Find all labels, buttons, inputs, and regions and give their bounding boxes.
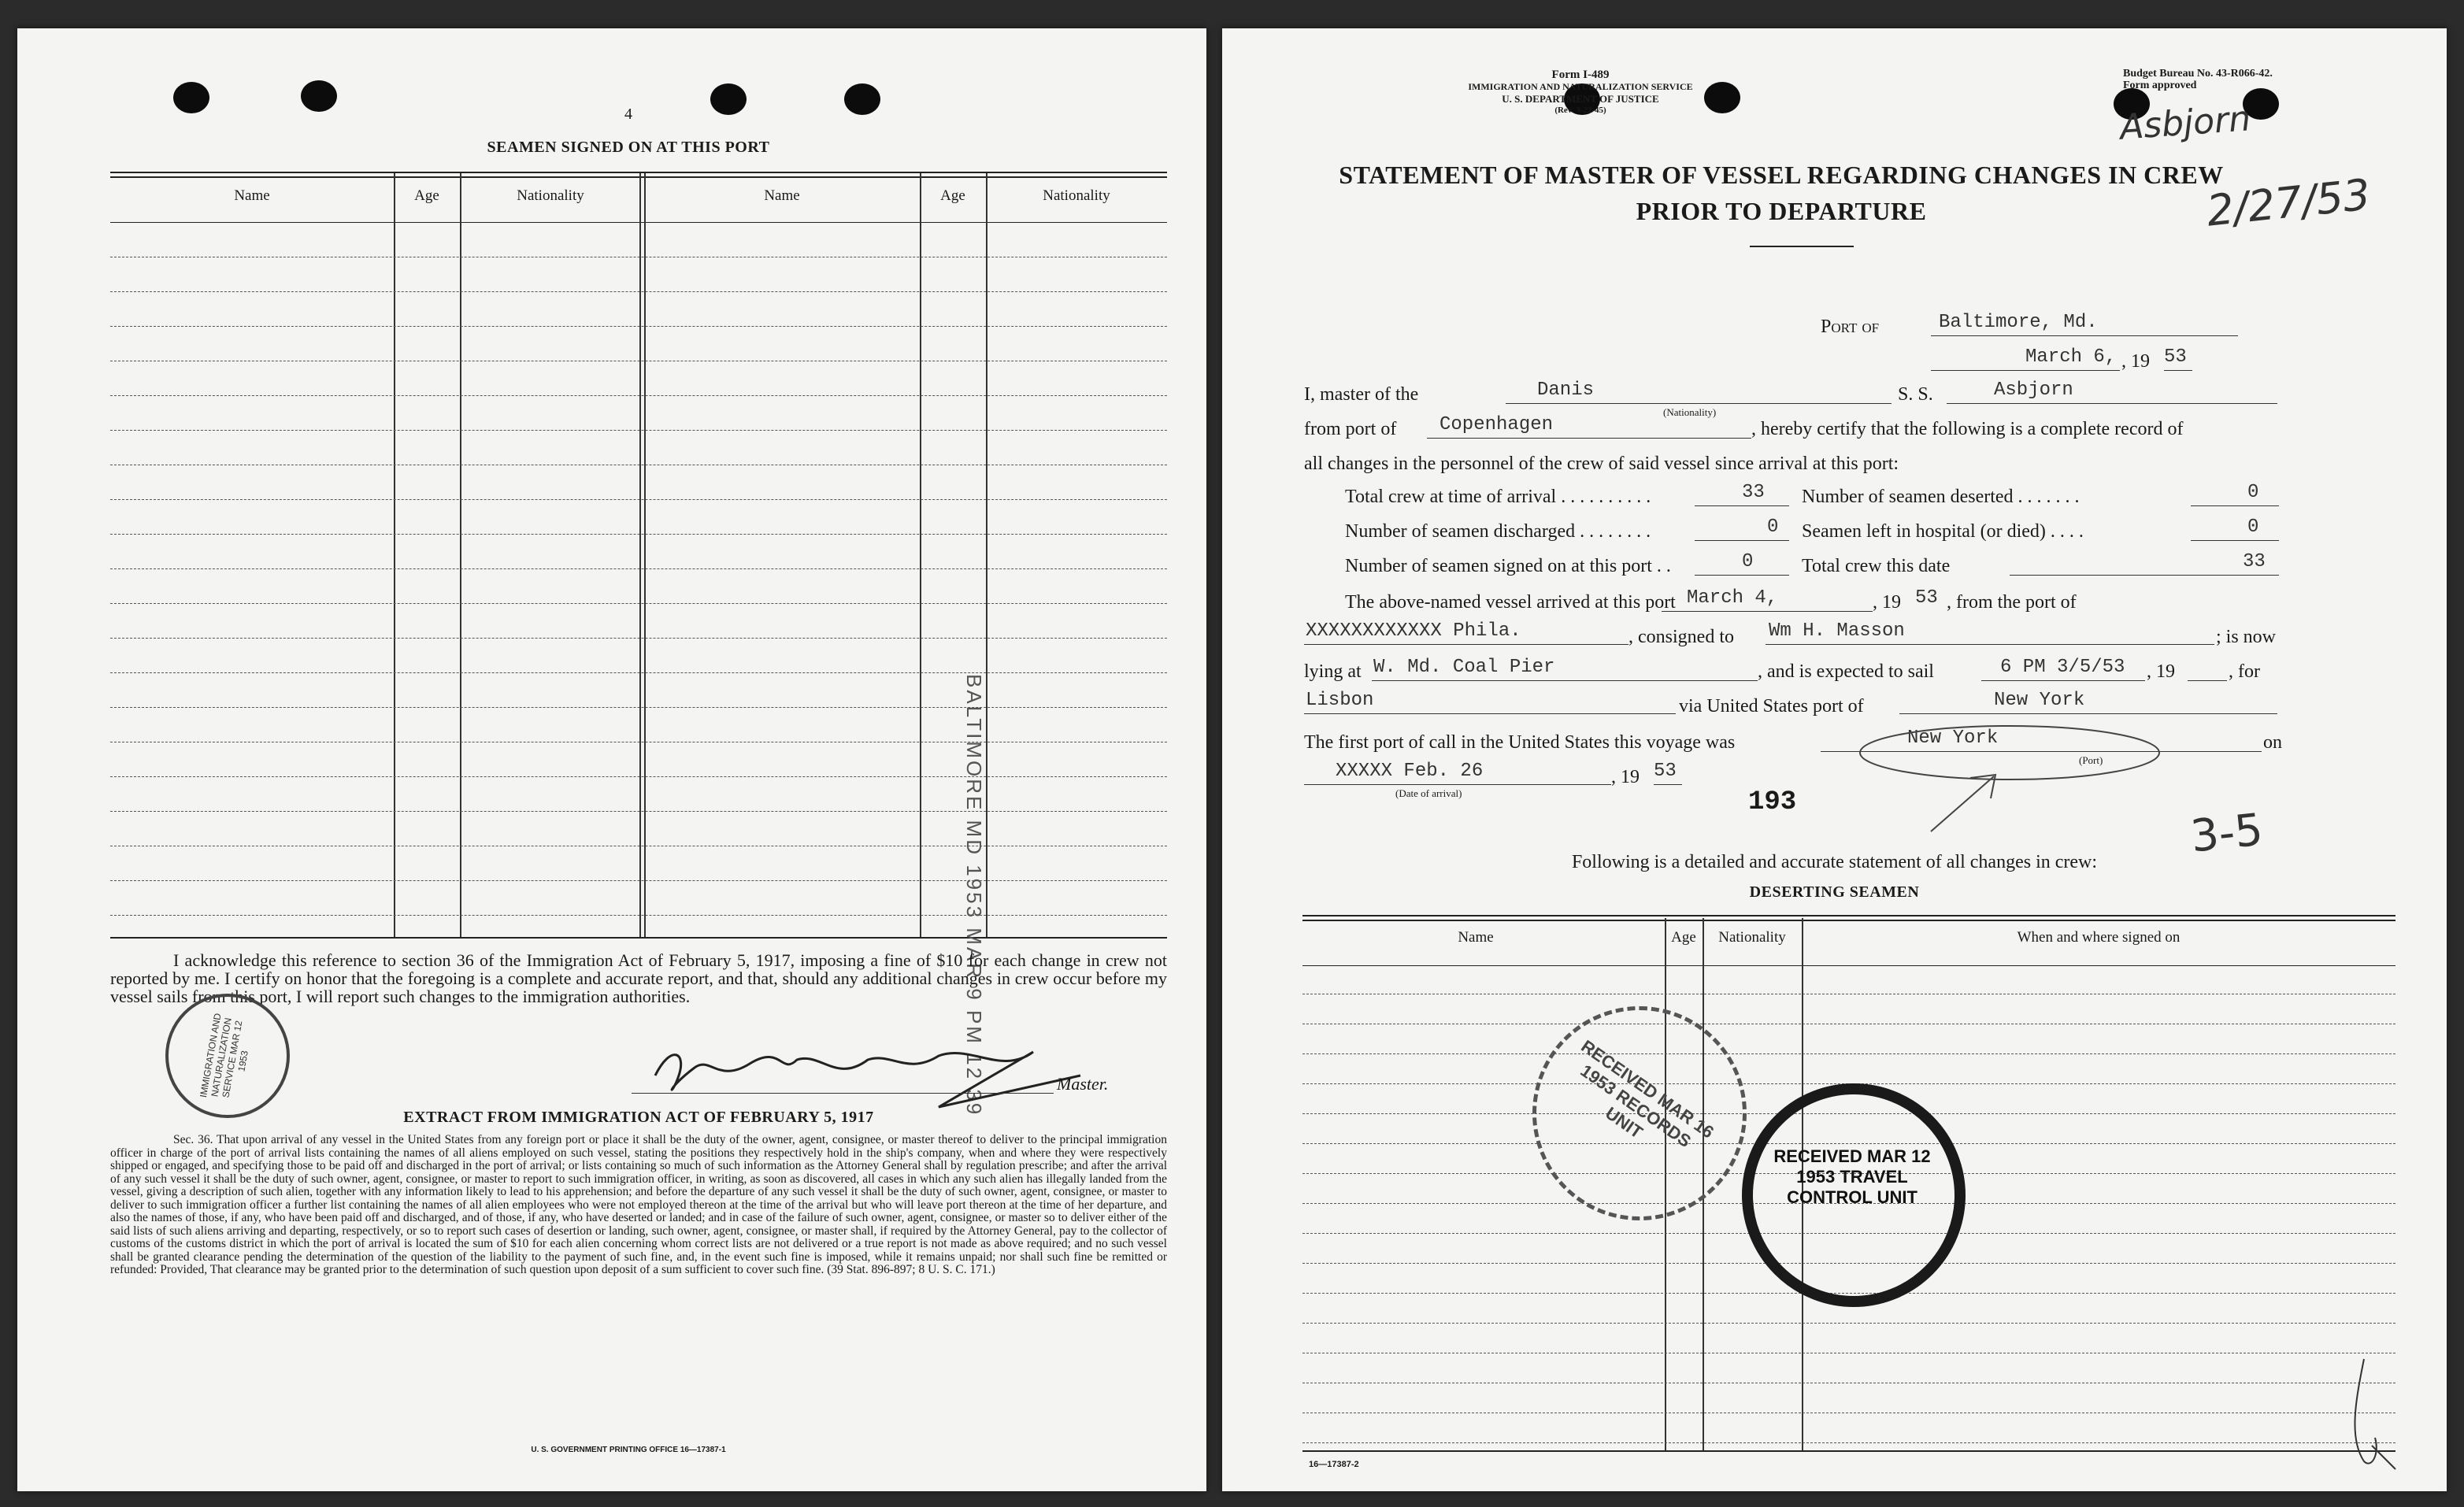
total-crew-arrival-value: 33 [1742,482,1765,503]
section-title: SEAMEN SIGNED ON AT THIS PORT [487,139,770,156]
title-underline [1750,246,1854,247]
first-date-value: XXXXX Feb. 26 [1336,761,1484,782]
from-port-label: from port of [1304,419,1397,439]
table-rule [1302,920,2395,921]
lying-at-label: lying at [1304,661,1362,682]
total-crew-date-label: Total crew this date [1802,556,1951,576]
year-prefix: , 19 [2121,351,2150,372]
port-of-value: Baltimore, Md. [1939,312,2098,333]
discharged-value: 0 [1767,517,1779,538]
agency-line-1: IMMIGRATION AND NATURALIZATION SERVICE [1468,81,1693,92]
table-bottom-rule [110,937,1167,939]
form-title-line-2: PRIOR TO DEPARTURE [1636,197,1927,225]
table-row [110,603,1167,604]
immigration-stamp-text: IMMIGRATION AND NATURALIZATION SERVICE MAR 12 1953 [198,1012,250,1099]
expected-label: , and is expected to sail [1758,661,1934,682]
first-port-label: The first port of call in the United States this voyage was [1304,732,1736,753]
budget-bureau: Budget Bureau No. 43-R066-42. [2123,68,2273,80]
sail-year-prefix: , 19 [2147,661,2175,682]
footer-code: 16—17387-2 [1309,1460,1359,1469]
table-row [1302,1053,2395,1054]
table-row [110,672,1167,673]
table-row [110,880,1167,881]
from-the-port-label: , from the port of [1947,592,2077,613]
col-header-name: Name [764,187,800,204]
arrived-value: March 4, [1687,587,1778,609]
right-page [1222,28,2447,1491]
previous-port-value: XXXXXXXXXXXX Phila. [1306,620,1521,642]
deserting-title: DESERTING SEAMEN [1749,883,1920,901]
from-port-value: Copenhagen [1439,414,1554,435]
master-label: Master. [1057,1074,1109,1094]
via-value: New York [1994,690,2085,711]
table-row [110,395,1167,396]
table-bottom-rule [1302,1450,2395,1452]
handwritten-check-mark [2340,1351,2403,1477]
table-row [110,499,1167,500]
nationality-line [1506,403,1892,404]
agency-line-2: U. S. DEPARTMENT OF JUSTICE [1502,93,1659,105]
destination-line [1304,713,1676,714]
certify-text: , hereby certify that the following is a complete record of [1751,419,2184,439]
budget-block [2123,68,2273,91]
table-rule [110,172,1167,173]
acknowledgment-paragraph: I acknowledge this reference to section 36 of the Immigration Act of February 5, 1917, imposing a fine of $10 for each change in crew not reported by me. I certify on honor that the foregoing is a complete and accurate report, and that, should any additional changes in crew occur before my vessel sails from this port, I will report such changes to the immigration authorities. [110,950,1167,1006]
table-row [110,568,1167,569]
via-label: via United States port of [1679,696,1864,716]
arrived-line [1662,611,1873,612]
date-arrival-caption: (Date of arrival) [1395,787,1462,799]
col-header-name: Name [1458,929,1494,946]
col-divider [644,173,646,939]
table-rule [110,176,1167,178]
col-divider [394,173,395,939]
first-date-line [1304,784,1611,785]
table-row [110,534,1167,535]
deserted-label: Number of seamen deserted . . . . . . . [1802,487,2080,507]
postmark-stamp: BALTIMORE MD 1953 MAR 9 PM 12 39 [962,674,986,1117]
sail-year-line [2188,680,2227,681]
col-divider [986,173,987,939]
first-port-value: New York [1907,728,1999,749]
port-caption: (Port) [2079,754,2103,766]
travel-control-stamp-text: RECEIVED MAR 12 1953 TRAVEL CONTROL UNIT [1773,1146,1931,1207]
form-title-line-1: STATEMENT OF MASTER OF VESSEL REGARDING CHANGES IN CREW [1339,161,2224,189]
col-divider [639,173,641,939]
form-approved: Form approved [2123,80,2197,91]
ss-label: S. S. [1898,384,1933,405]
col-header-nationality: Nationality [517,187,584,204]
signature-line [632,1093,1054,1094]
for-label: , for [2229,661,2260,682]
header-rule [110,222,1167,223]
count-line [2191,505,2279,506]
deserted-value: 0 [2247,482,2259,503]
following-text: Following is a detailed and accurate statement of all changes in crew: [1571,852,2098,872]
first-year-line [1654,784,1682,785]
page-number: 4 [624,106,632,123]
handwritten-vessel-note: Asbjorn [2118,98,2252,148]
count-line [1695,575,1789,576]
extract-text: Sec. 36. That upon arrival of any vessel in the United States from any foreign port or place it shall be the duty of the owner, agent, consignee, or master thereof to deliver to the principal immigration officer in charge of the port of arrival lists containing the names of all aliens employed on such vessel, stating the positions they respectively hold in the ship's company, when and where they were respectively shipped or engaged, and specifying those to be paid off and discharged in the port of arrival; or lists containing so much of such information as the Attorney General shall by regulation prescribe; and after the arrival of any such vessel it shall be the duty of such owner, agent, consignee, or master to report to such immigration officer, in writing, as soon as discovered, all cases in which any such alien has illegally landed from the vessel, giving a description of such alien, together with any information likely to lead to his apprehension; and before the departure of any such vessel it shall be the duty of such owner, agent, consignee, or master to deliver to such immigration officer a further list containing the names of all alien employees who were not employed thereon at the time of the arrival but who will leave port thereon at the time of her departure, and also the names of those, if any, who have been paid off and discharged, and of those, if any, who have deserted or landed; and in case of the failure of such owner, agent, consignee, or master so to deliver either of the said lists of such aliens arriving and departing, respectively, or so to report such cases of desertion or landing, such owner, agent, consignee, or master shall, if required by the Attorney General, pay to the collector of customs of the customs district in which the port of arrival is located the sum of $10 for each alien concerning whom correct lists are not delivered or a true report is not made as above required; and no such vessel shall be granted clearance pending the determination of the question of the liability to the payment of such fine, and, in the event such fine is imposed, while it remains unpaid; nor shall such fine be remitted or refunded: Provided, That clearance may be granted prior to the determination of such question upon deposit of a sum sufficient to cover such fine. (39 Stat. 896-897; 8 U. S. C. 171.) [110,1133,1167,1276]
master-of-label: I, master of the [1304,384,1419,405]
expected-line [1981,680,2145,681]
on-label: on [2263,732,2282,753]
col-header-age: Age [414,187,439,204]
discharged-label: Number of seamen discharged . . . . . . . . [1345,521,1651,542]
previous-port-line [1304,644,1628,645]
col-header-nationality: Nationality [1718,929,1786,946]
col-header-age: Age [1671,929,1696,946]
port-of-label: Port of [1821,317,1880,337]
lying-at-value: W. Md. Coal Pier [1373,657,1555,678]
consigned-label: , consigned to [1628,627,1734,647]
signed-on-label: Number of seamen signed on at this port . . [1345,556,1671,576]
printing-office-line: U. S. GOVERNMENT PRINTING OFFICE 16—17387-1 [531,1446,726,1454]
table-rule [1302,915,2395,916]
records-unit-stamp-text: RECEIVED MAR 16 1953 RECORDS UNIT [1577,1035,1717,1152]
col-divider [920,173,921,939]
col-header-age: Age [940,187,965,204]
table-row [1302,1442,2395,1443]
vessel-name-value: Asbjorn [1994,380,2073,401]
col-header-nationality: Nationality [1043,187,1110,204]
arrived-label: The above-named vessel arrived at this port [1345,592,1676,613]
hospital-value: 0 [2247,517,2259,538]
table-row [110,811,1167,812]
table-row [1302,1323,2395,1324]
form-header [1419,69,1742,117]
year-line [2164,370,2192,371]
col-header-when-where: When and where signed on [2017,929,2181,946]
left-page [17,28,1206,1491]
destination-value: Lisbon [1306,690,1374,711]
stamped-number: 193 [1748,787,1797,817]
lying-at-line [1372,680,1758,681]
arrived-year: 53 [1915,587,1938,609]
handwritten-date-note: 2/27/53 [2204,169,2373,236]
count-line [1695,505,1789,506]
revision: (Rev. 3-22-45) [1554,106,1606,115]
total-crew-date-value: 33 [2243,551,2266,572]
expected-value: 6 PM 3/5/53 [2000,657,2125,678]
arrived-year-prefix: , 19 [1873,592,1901,613]
table-row [110,430,1167,431]
nationality-caption: (Nationality) [1663,406,1717,418]
first-year: 53 [1654,761,1677,782]
table-row [110,707,1167,708]
extract-title: EXTRACT FROM IMMIGRATION ACT OF FEBRUARY 5, 1917 [403,1109,874,1126]
handwritten-date-range: 3-5 [2188,804,2266,863]
signed-on-value: 0 [1742,551,1754,572]
total-crew-arrival-label: Total crew at time of arrival . . . . . . . . . . [1345,487,1651,507]
first-year-prefix: , 19 [1611,767,1640,787]
consigned-value: Wm H. Masson [1769,620,1905,642]
port-of-line [1931,335,2238,336]
year-value: 53 [2164,346,2187,368]
table-row [110,776,1167,777]
hospital-label: Seamen left in hospital (or died) . . . . [1802,521,2084,542]
table-row [110,291,1167,292]
from-port-line [1427,438,1751,439]
date-value: March 6, [2025,346,2117,368]
count-line [1695,540,1789,541]
table-row [110,638,1167,639]
header-rule [1302,965,2395,966]
form-number: Form I-489 [1551,68,1610,81]
is-now-label: ; is now [2216,627,2277,647]
date-line [1931,370,2120,371]
col-header-name: Name [234,187,270,204]
consigned-line [1766,644,2214,645]
nationality-value: Danis [1537,380,1595,401]
count-line [2010,575,2279,576]
table-row [110,915,1167,916]
table-row [110,326,1167,327]
count-line [2191,540,2279,541]
col-divider [460,173,461,939]
certify-text-2: all changes in the personnel of the crew of said vessel since arrival at this port: [1304,454,1899,474]
vessel-line [1947,403,2277,404]
handwritten-circle-arrow [1852,713,2183,839]
